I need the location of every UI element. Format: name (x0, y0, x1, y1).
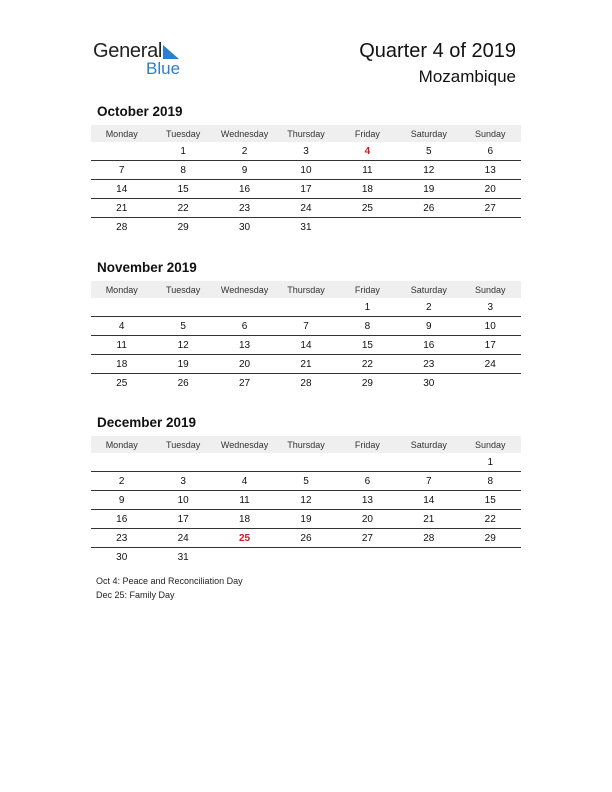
week-grid (91, 298, 521, 392)
day-cell: 1 (364, 301, 371, 313)
day-cell: 19 (300, 513, 312, 525)
day-cell: 26 (177, 377, 189, 389)
day-cell: 17 (177, 513, 189, 525)
day-cell: 7 (118, 164, 125, 176)
day-cell: 30 (423, 377, 435, 389)
weekday-label: Monday (105, 128, 138, 139)
day-cell: 1 (180, 145, 186, 157)
month-title: December 2019 (97, 415, 197, 430)
day-cell: 29 (177, 221, 189, 233)
week-row (91, 142, 521, 161)
week-row (91, 317, 521, 336)
day-cell: 24 (484, 358, 496, 370)
day-cell: 7 (303, 320, 309, 332)
page-title: Quarter 4 of 2019 (359, 40, 516, 62)
day-cell: 2 (426, 301, 432, 313)
weekday-label: Wednesday (220, 439, 269, 450)
day-cell: 25 (361, 202, 373, 214)
weekday-label: Wednesday (220, 128, 269, 139)
day-cell: 19 (423, 183, 435, 195)
day-cell: 18 (238, 513, 251, 525)
month-december (91, 415, 521, 566)
day-cell: 6 (487, 145, 494, 157)
day-cell: 9 (118, 494, 125, 506)
day-cell: 21 (423, 513, 435, 525)
day-cell: 13 (238, 339, 251, 351)
week-row (91, 374, 521, 392)
day-cell: 2 (241, 145, 248, 157)
day-cell: 22 (361, 358, 373, 370)
logo-word-blue: Blue (146, 59, 181, 78)
day-cell: 21 (300, 358, 312, 370)
day-cell: 22 (484, 513, 496, 525)
day-cell: 13 (361, 494, 373, 506)
day-cell: 22 (177, 202, 189, 214)
weekday-label: Saturday (410, 439, 447, 450)
month-october (91, 104, 521, 236)
day-cell: 17 (484, 339, 496, 351)
day-cell: 23 (423, 358, 435, 370)
day-cell: 27 (238, 377, 251, 389)
month-title: November 2019 (97, 260, 197, 275)
week-row (91, 453, 521, 472)
day-cell: 9 (426, 320, 432, 332)
day-cell: 7 (426, 475, 432, 487)
day-cell: 21 (116, 202, 128, 214)
weekday-header (91, 125, 521, 142)
day-cell: 26 (300, 532, 312, 544)
week-row (91, 180, 521, 199)
week-grid (91, 142, 521, 236)
week-row (91, 218, 521, 236)
day-cell: 16 (116, 513, 128, 525)
holiday-note: Dec 25: Family Day (96, 590, 175, 600)
day-cell: 2 (118, 475, 125, 487)
week-row (91, 199, 521, 218)
week-row (91, 298, 521, 317)
day-cell: 20 (361, 513, 373, 525)
day-cell: 20 (484, 183, 496, 195)
day-cell: 28 (300, 377, 312, 389)
weekday-label: Sunday (474, 284, 506, 295)
day-cell: 12 (300, 494, 312, 506)
day-cell: 4 (118, 320, 125, 332)
holiday-note: Oct 4: Peace and Reconciliation Day (96, 576, 243, 586)
day-cell: 5 (303, 475, 309, 487)
weekday-label: Wednesday (220, 284, 269, 295)
day-cell: 28 (116, 221, 128, 233)
day-cell: 29 (484, 532, 496, 544)
day-cell: 14 (116, 183, 128, 195)
day-cell: 12 (177, 339, 189, 351)
week-row (91, 161, 521, 180)
day-cell: 13 (484, 164, 496, 176)
weekday-label: Saturday (410, 284, 447, 295)
day-cell: 25 (116, 377, 128, 389)
weekday-label: Friday (354, 284, 380, 295)
day-cell: 11 (239, 494, 250, 506)
day-cell: 1 (487, 456, 494, 468)
day-cell: 17 (300, 183, 312, 195)
week-row (91, 355, 521, 374)
day-cell: 29 (361, 377, 373, 389)
day-cell: 8 (364, 320, 371, 332)
week-row (91, 472, 521, 491)
day-cell: 11 (362, 164, 373, 176)
day-cell: 23 (116, 532, 128, 544)
weekday-label: Sunday (474, 439, 506, 450)
generalblue-logo (93, 40, 193, 80)
day-cell: 31 (300, 221, 312, 233)
weekday-label: Thursday (287, 284, 325, 295)
day-cell: 14 (423, 494, 435, 506)
holiday-notes (96, 574, 243, 602)
week-grid (91, 453, 521, 566)
weekday-label: Friday (354, 128, 380, 139)
week-row (91, 548, 521, 566)
day-cell: 26 (423, 202, 435, 214)
week-row (91, 510, 521, 529)
logo-triangle-icon (161, 44, 181, 60)
week-row (91, 336, 521, 355)
day-cell: 10 (300, 164, 312, 176)
day-cell: 6 (241, 320, 248, 332)
weekday-label: Sunday (474, 128, 506, 139)
weekday-label: Thursday (287, 128, 325, 139)
weekday-label: Friday (354, 439, 380, 450)
day-cell: 18 (116, 358, 128, 370)
day-cell: 19 (177, 358, 189, 370)
day-cell: 10 (177, 494, 189, 506)
day-cell: 27 (484, 202, 496, 214)
day-cell: 11 (116, 339, 127, 351)
day-cell: 14 (300, 339, 312, 351)
weekday-label: Tuesday (166, 128, 201, 139)
day-cell: 30 (238, 221, 251, 233)
weekday-label: Tuesday (166, 439, 201, 450)
day-cell: 8 (487, 475, 494, 487)
weekday-label: Monday (105, 439, 138, 450)
day-cell: 24 (300, 202, 312, 214)
day-cell: 30 (116, 551, 128, 563)
day-cell: 3 (180, 475, 186, 487)
day-cell: 5 (426, 145, 432, 157)
day-cell: 3 (303, 145, 309, 157)
day-cell: 20 (238, 358, 251, 370)
day-cell: 27 (361, 532, 373, 544)
month-november (91, 260, 521, 392)
day-cell: 4 (241, 475, 248, 487)
day-cell: 16 (238, 183, 251, 195)
day-cell: 16 (423, 339, 435, 351)
day-cell: 15 (484, 494, 496, 506)
weekday-header (91, 281, 521, 298)
week-row (91, 529, 521, 548)
day-cell: 6 (364, 475, 371, 487)
day-cell: 31 (177, 551, 189, 563)
weekday-label: Monday (105, 284, 138, 295)
day-cell: 25 (238, 532, 251, 544)
weekday-header (91, 436, 521, 453)
weekday-label: Saturday (410, 128, 447, 139)
day-cell: 18 (361, 183, 373, 195)
day-cell: 15 (177, 183, 189, 195)
week-row (91, 491, 521, 510)
weekday-label: Thursday (287, 439, 325, 450)
day-cell: 4 (364, 145, 371, 157)
logo-word-general: General (93, 40, 163, 62)
day-cell: 10 (484, 320, 496, 332)
day-cell: 3 (487, 301, 494, 313)
country-name: Mozambique (418, 67, 516, 86)
day-cell: 28 (423, 532, 435, 544)
month-title: October 2019 (97, 104, 183, 119)
day-cell: 5 (180, 320, 186, 332)
day-cell: 24 (177, 532, 189, 544)
day-cell: 23 (238, 202, 251, 214)
day-cell: 9 (241, 164, 248, 176)
day-cell: 12 (423, 164, 435, 176)
weekday-label: Tuesday (166, 284, 201, 295)
day-cell: 8 (180, 164, 186, 176)
day-cell: 15 (361, 339, 373, 351)
